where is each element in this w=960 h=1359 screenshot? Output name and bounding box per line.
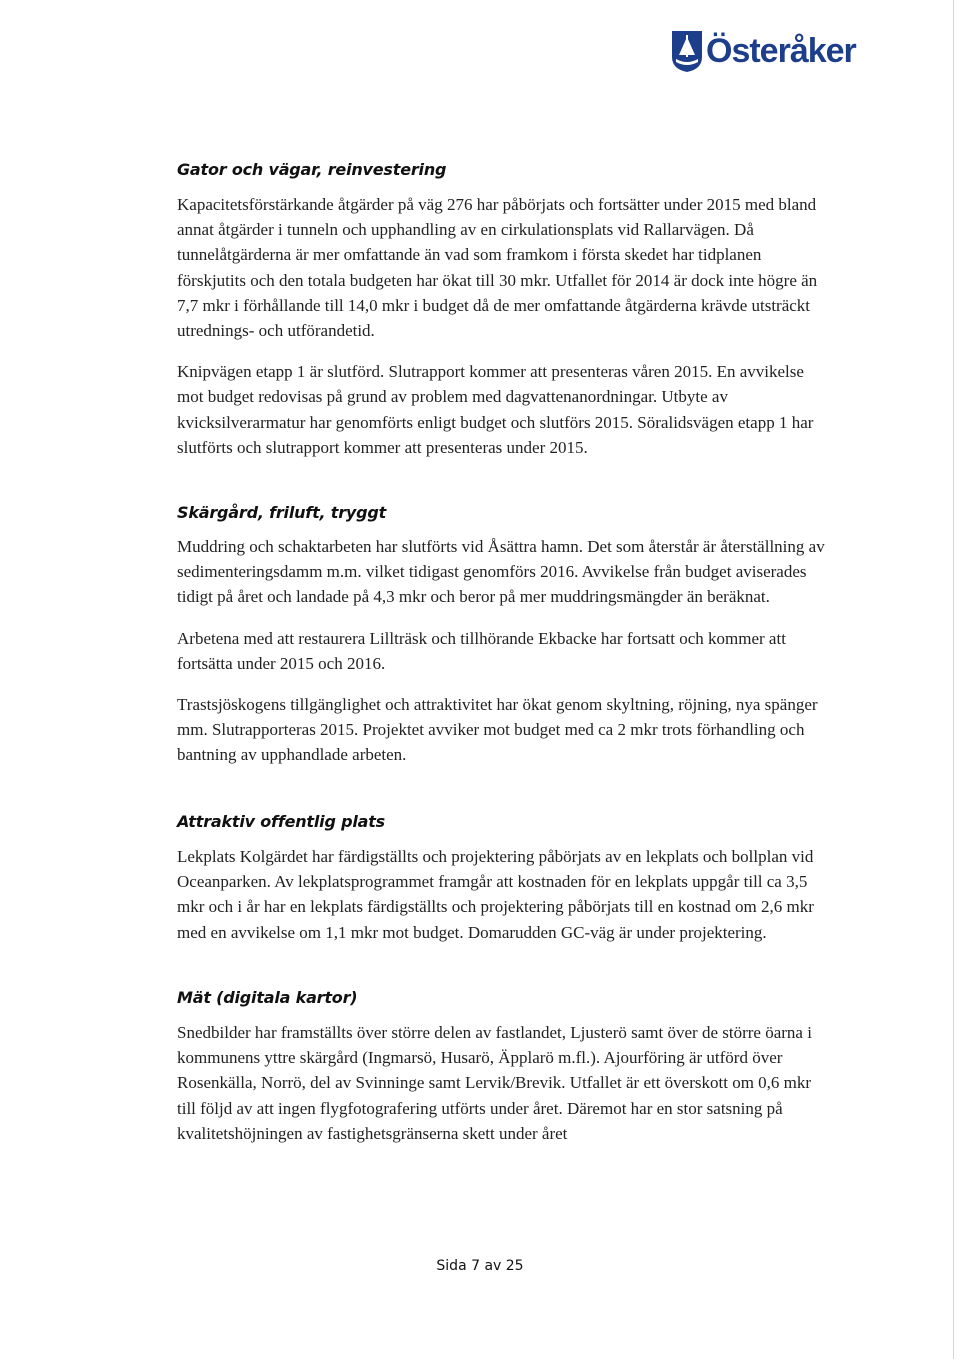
paragraph: Arbetena med att restaurera Lillträsk och tillhörande Ekbacke har fortsatt och kommer att fortsätta under 2015 och 2016.	[177, 628, 786, 673]
section-gator-och-vagar	[177, 158, 827, 460]
section-heading: Gator och vägar, reinvestering	[177, 160, 447, 179]
logo-text: Österåker	[706, 32, 856, 70]
paragraph: Snedbilder har framställts över större delen av fastlandet, Ljusterö samt över de större öarna i kommunens yttre skärgård (Ingmarsö, Husarö, Äpplarö m.fl.). Ajourföring är utförd över Rosenkälla, Norrö, del av Svinninge samt Lervik/Brevik. Utfallet är ett överskott om 0,6 mkr till följd av att ingen flygfotografering utförts under året. Däremot har en stor satsning på kvalitetshöjningen av fastighetsgränserna skett under året	[177, 1023, 812, 1143]
paragraph: Trastsjöskogens tillgänglighet och attraktivitet har ökat genom skyltning, röjning, nya spänger mm. Slutrapporteras 2015. Projektet avviker mot budget med ca 2 mkr trots förhandling och bantning av upphandlade arbeten.	[177, 695, 818, 765]
section-heading: Skärgård, friluft, tryggt	[177, 503, 387, 522]
page-edge	[953, 0, 954, 1359]
section-heading: Mät (digitala kartor)	[177, 988, 358, 1007]
paragraph: Knipvägen etapp 1 är slutförd. Slutrapport kommer att presenteras våren 2015. En avvikelse mot budget redovisas på grund av problem med dagvattenanordningar. Utbyte av kvicksilverarmatur har genomförts enligt budget och slutförs 2015. Söralidsvägen etapp 1 har slutförts och slutrapport kommer att presenteras under 2015.	[177, 362, 814, 457]
section-skargard-friluft-tryggt	[177, 501, 827, 768]
paragraph: Lekplats Kolgärdet har färdigställts och projektering påbörjats av en lekplats och bollplan vid Oceanparken. Av lekplatsprogrammet framgår att kostnaden för en lekplats uppgår till ca 3,5 mkr och i år har en lekplats färdigställts och projektering påbörjats till en kostnad om 2,6 mkr med en avvikelse om 1,1 mkr mot budget. Domarudden GC-väg är under projektering.	[177, 847, 814, 942]
paragraph: Muddring och schaktarbeten har slutförts vid Åsättra hamn. Det som återstår är återställning av sedimenteringsdamm m.m. vilket tidigast genomförs 2016. Avvikelse från budget aviserades tidigt på året och landade på 4,3 mkr och beror på mer muddringsmängder än beräknat.	[177, 537, 825, 607]
osteraker-logo	[670, 26, 856, 76]
section-heading: Attraktiv offentlig plats	[177, 812, 385, 831]
page-number: Sida 7 av 25	[436, 1258, 524, 1274]
osteraker-crest-icon	[670, 29, 704, 73]
section-mat-digitala-kartor	[177, 986, 827, 1146]
section-attraktiv-offentlig-plats	[177, 810, 827, 945]
paragraph: Kapacitetsförstärkande åtgärder på väg 276 har påbörjats och fortsätter under 2015 med bland annat åtgärder i tunneln och upphandling av en cirkulationsplats vid Rallarvägen. Då tunnelåtgärderna är mer omfattande än vad som framkom i första skedet har tidplanen förskjutits och den totala budgeten har ökat till 30 mkr. Utfallet för 2014 är dock inte högre än 7,7 mkr i förhållande till 14,0 mkr i budget då de mer omfattande åtgärderna krävde utsträckt utrednings- och utförandetid.	[177, 195, 818, 341]
